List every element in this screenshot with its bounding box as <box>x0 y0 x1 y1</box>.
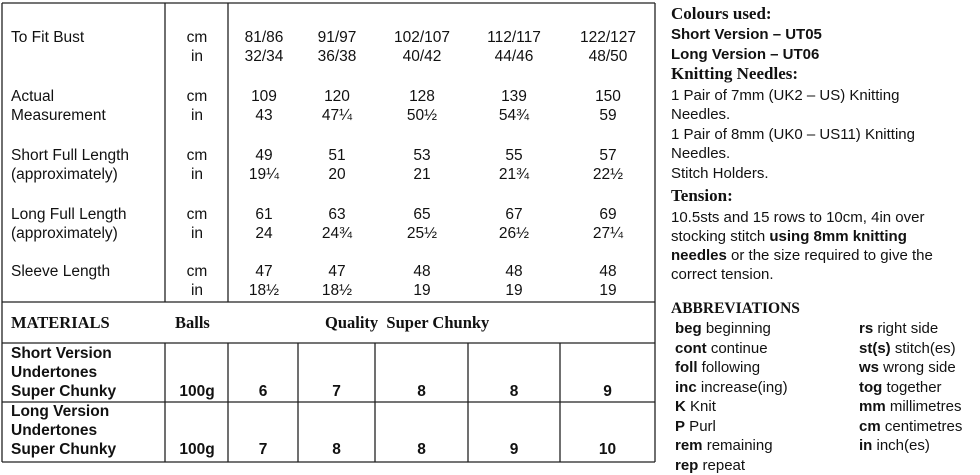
cell-in: 24¾ <box>302 224 372 244</box>
unit-cm: cm <box>180 28 214 48</box>
cell-cm: 55 <box>472 146 556 166</box>
abbreviation-key: in <box>859 437 872 454</box>
long-version-colour: Long Version – UT06 <box>671 45 976 65</box>
abbreviation-item <box>859 417 962 437</box>
balls-label: Balls <box>175 313 210 333</box>
cell-in: 21¾ <box>472 165 556 185</box>
cell-cm: 69 <box>564 205 652 225</box>
size-header-in: 44/46 <box>472 47 556 67</box>
balls-count: 6 <box>228 382 298 402</box>
abbreviation-meaning: remaining <box>703 437 773 454</box>
unit-in: in <box>180 165 214 185</box>
unit-cm: cm <box>180 146 214 166</box>
needles-heading: Knitting Needles: <box>671 64 976 84</box>
abbreviation-key: K <box>675 398 686 415</box>
abbreviation-key: beg <box>675 320 702 337</box>
cell-cm: 61 <box>232 205 296 225</box>
cell-in: 22½ <box>564 165 652 185</box>
abbreviation-meaning: stitch(es) <box>891 340 956 357</box>
row-label: Long Full Length <box>11 205 126 225</box>
cell-in: 47¼ <box>302 106 372 126</box>
size-header: 122/127 <box>564 28 652 48</box>
abbreviation-item <box>675 417 716 437</box>
abbreviation-item <box>675 358 760 378</box>
row-label: Sleeve Length <box>11 262 110 282</box>
unit-cm: cm <box>180 87 214 107</box>
cell-cm: 128 <box>380 87 464 107</box>
abbreviation-meaning: wrong side <box>879 359 956 376</box>
size-header: 112/117 <box>472 28 556 48</box>
abbreviation-item <box>859 397 962 417</box>
abbreviation-item <box>675 397 716 417</box>
cell-cm: 48 <box>564 262 652 282</box>
needle-line: Needles. <box>671 105 976 125</box>
abbreviation-item <box>859 378 942 398</box>
unit-in: in <box>180 281 214 301</box>
balls-count: 10 <box>560 440 655 460</box>
abbreviation-key: rs <box>859 320 873 337</box>
material-name: Short Version <box>11 344 112 364</box>
cell-cm: 57 <box>564 146 652 166</box>
cell-cm: 120 <box>302 87 372 107</box>
material-name: Super Chunky <box>11 440 116 460</box>
balls-count: 8 <box>375 440 468 460</box>
abbreviation-meaning: following <box>698 359 761 376</box>
cell-cm: 47 <box>232 262 296 282</box>
cell-in: 20 <box>302 165 372 185</box>
size-header-in: 32/34 <box>232 47 296 67</box>
to-fit-bust-label: To Fit Bust <box>11 28 84 48</box>
abbreviation-key: rep <box>675 457 698 474</box>
cell-cm: 150 <box>564 87 652 107</box>
tension-line: 10.5sts and 15 rows to 10cm, 4in over <box>671 208 976 228</box>
tension-line <box>671 246 976 266</box>
row-label: Measurement <box>11 106 106 126</box>
abbreviation-meaning: Knit <box>686 398 716 415</box>
cell-cm: 47 <box>302 262 372 282</box>
abbreviation-meaning: continue <box>707 340 768 357</box>
cell-in: 50½ <box>380 106 464 126</box>
cell-in: 25½ <box>380 224 464 244</box>
needle-line: 1 Pair of 7mm (UK2 – US) Knitting <box>671 86 976 106</box>
size-header: 91/97 <box>302 28 372 48</box>
size-header-in: 48/50 <box>564 47 652 67</box>
abbreviation-meaning: right side <box>873 320 938 337</box>
abbreviation-key: cm <box>859 418 881 435</box>
unit-in: in <box>180 224 214 244</box>
cell-cm: 49 <box>232 146 296 166</box>
tension-line: correct tension. <box>671 265 976 285</box>
cell-cm: 109 <box>232 87 296 107</box>
unit-in: in <box>180 106 214 126</box>
abbreviation-key: st(s) <box>859 340 891 357</box>
abbreviations-heading: ABBREVIATIONS <box>671 299 976 319</box>
quality-label: Quality Super Chunky <box>325 313 489 333</box>
cell-in: 19 <box>380 281 464 301</box>
abbreviation-item <box>675 319 771 339</box>
cell-in: 18½ <box>302 281 372 301</box>
row-label: Short Full Length <box>11 146 129 166</box>
cell-cm: 67 <box>472 205 556 225</box>
tension-needle-size: using 8mm knitting <box>769 228 907 245</box>
balls-count: 8 <box>375 382 468 402</box>
size-header: 102/107 <box>380 28 464 48</box>
size-header: 81/86 <box>232 28 296 48</box>
balls-count: 9 <box>560 382 655 402</box>
tension-text: or the size required to give the <box>727 247 933 264</box>
row-label: (approximately) <box>11 165 118 185</box>
row-label: Actual <box>11 87 54 107</box>
abbreviation-key: inc <box>675 379 697 396</box>
abbreviation-key: tog <box>859 379 882 396</box>
cell-in: 24 <box>232 224 296 244</box>
abbreviation-meaning: centimetres <box>881 418 963 435</box>
cell-in: 19 <box>472 281 556 301</box>
balls-count: 7 <box>228 440 298 460</box>
cell-in: 21 <box>380 165 464 185</box>
abbreviation-meaning: increase(ing) <box>697 379 788 396</box>
material-name: Undertones <box>11 421 97 441</box>
abbreviation-item <box>859 436 930 456</box>
abbreviation-item <box>675 339 768 359</box>
abbreviation-meaning: together <box>882 379 941 396</box>
cell-in: 59 <box>564 106 652 126</box>
cell-cm: 53 <box>380 146 464 166</box>
needle-line: Needles. <box>671 144 976 164</box>
material-name: Super Chunky <box>11 382 116 402</box>
abbreviation-item <box>859 339 956 359</box>
cell-in: 26½ <box>472 224 556 244</box>
abbreviation-key: foll <box>675 359 698 376</box>
needle-line: Stitch Holders. <box>671 164 976 184</box>
short-version-colour: Short Version – UT05 <box>671 25 976 45</box>
material-name: Long Version <box>11 402 109 422</box>
size-header-in: 36/38 <box>302 47 372 67</box>
cell-cm: 63 <box>302 205 372 225</box>
tension-text: stocking stitch <box>671 228 769 245</box>
tension-heading: Tension: <box>671 186 976 206</box>
cell-cm: 65 <box>380 205 464 225</box>
cell-in: 27¼ <box>564 224 652 244</box>
abbreviation-item <box>859 358 956 378</box>
material-weight: 100g <box>166 382 228 402</box>
abbreviation-meaning: millimetres <box>886 398 962 415</box>
balls-count: 9 <box>468 440 560 460</box>
size-header-in: 40/42 <box>380 47 464 67</box>
cell-cm: 48 <box>472 262 556 282</box>
unit-in: in <box>180 47 214 67</box>
abbreviation-item <box>675 456 745 475</box>
abbreviation-key: ws <box>859 359 879 376</box>
cell-cm: 51 <box>302 146 372 166</box>
cell-in: 19 <box>564 281 652 301</box>
abbreviation-key: P <box>675 418 685 435</box>
material-name: Undertones <box>11 363 97 383</box>
needle-line: 1 Pair of 8mm (UK0 – US11) Knitting <box>671 125 976 145</box>
abbreviation-key: cont <box>675 340 707 357</box>
balls-count: 7 <box>298 382 375 402</box>
abbreviation-meaning: beginning <box>702 320 771 337</box>
abbreviation-item <box>675 378 788 398</box>
unit-cm: cm <box>180 205 214 225</box>
tension-needles-word: needles <box>671 247 727 264</box>
abbreviation-item <box>675 436 773 456</box>
balls-count: 8 <box>468 382 560 402</box>
cell-cm: 139 <box>472 87 556 107</box>
abbreviation-key: rem <box>675 437 703 454</box>
abbreviation-meaning: inch(es) <box>872 437 930 454</box>
cell-in: 54¾ <box>472 106 556 126</box>
abbreviation-key: mm <box>859 398 886 415</box>
material-weight: 100g <box>166 440 228 460</box>
abbreviation-meaning: repeat <box>698 457 745 474</box>
materials-heading: MATERIALS <box>11 313 110 333</box>
balls-count: 8 <box>298 440 375 460</box>
cell-cm: 48 <box>380 262 464 282</box>
row-label: (approximately) <box>11 224 118 244</box>
colours-heading: Colours used: <box>671 4 976 24</box>
cell-in: 43 <box>232 106 296 126</box>
unit-cm: cm <box>180 262 214 282</box>
abbreviation-meaning: Purl <box>685 418 716 435</box>
abbreviation-item <box>859 319 938 339</box>
cell-in: 18½ <box>232 281 296 301</box>
tension-line <box>671 227 976 247</box>
cell-in: 19¼ <box>232 165 296 185</box>
